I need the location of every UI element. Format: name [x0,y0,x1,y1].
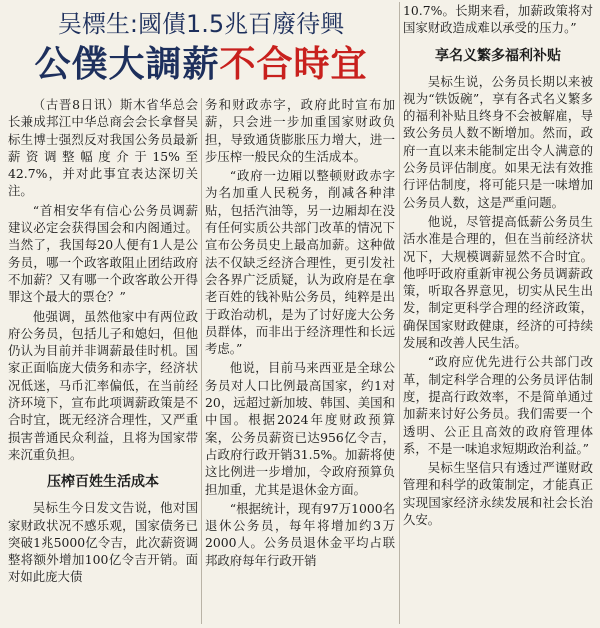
article-column-3 [403,2,593,626]
article-column-1 [8,96,198,626]
column-divider [201,98,202,624]
paragraph: “首相安华有信心公务员调薪建议必定会获得国会和内阁通过。当然了，我国每20人便有1人是公务员，哪一个政客敢阻止团结政府不加薪？又有哪一个政客敢公开得罪这个最大的票仓？” [8,202,198,305]
headline-block [8,2,394,94]
headline-kicker: 吴標生:國債1.5兆百廢待興 [57,10,345,38]
subheading: 压榨百姓生活成本 [47,474,159,491]
headline-main-red: 不合時宜 [219,44,368,85]
subheading: 享名义繁多福利补贴 [435,47,561,64]
paragraph: 吴标生坚信只有透过严谨财政管理和科学的政策制定，才能真正实现国家经济永续发展和社会长治久安。 [403,460,593,528]
paragraph: 10.7%。长期来看，加薪政策将对国家财政造成难以承受的压力。” [403,3,593,36]
paragraph: 他强调，虽然他家中有两位政府公务员，包括儿子和媳妇，但他仍认为目前并非调薪最佳时机。国家正面临庞大债务和赤字，经济状况低迷，马币汇率偏低，在当前经济环境下，宣布此项调薪政策是不合时宜，既无经济合理性，又严重损害普通民众利益，且将为国家带来沉重负担。 [8,308,198,462]
paragraph: 务和财政赤字，政府此时宣布加薪，只会进一步加重国家财政负担，导致通货膨胀压力增大，进一步压榨一般民众的生活成本。 [205,97,395,164]
paragraph: 他说，目前马来西亚是全球公务员对人口比例最高国家，约1对20，远超过新加坡、韩国、美国和中国。根据2024年度财政预算案，公务员薪资已达956亿令吉，占政府行政开销31.5%。加薪将使这比例进一步增加，令政府预算负担加重，尤其是退休金方面。 [205,360,395,497]
paragraph: 他说，尽管提高低薪公务员生活水准是合理的，但在当前经济状况下，大规模调薪显然不合时宜。他呼吁政府重新审视公务员调薪政策，听取各界意见，切实从民生出发，制定更科学合理的经济政策，确保国家财政健康，经济的可持续发展和改善人民生活。 [403,213,593,351]
article-column-2 [205,96,395,626]
column-divider [399,2,400,624]
paragraph: 吴标生今日发文告说，他对国家财政状况不感乐观，国家债务已突破1兆5000亿令吉，此次薪资调整将额外增加100亿令吉开销。面对如此庞大债 [8,500,198,585]
paragraph: “政府应优先进行公共部门改革，制定科学合理的公务员评估制度，提高行政效率，不是简单通过加薪来讨好公务员。我们需要一个透明、公正且高效的政府管理体系，不是一味追求短期政治利益。” [403,354,593,456]
paragraph: “政府一边厢以整顿财政赤字为名加重人民税务，削减各种津贴，包括汽油等，另一边厢却在没有任何实质公共部门改革的情况下宣布公务员史上最高加薪。这种做法不仅缺乏经济合理性，更引发社会各界广泛质疑，认为政府是在拿老百姓的钱补贴公务员，纯粹是出于政治动机，是为了讨好庞大公务员群体，而非出于经济理性和长远考虑。” [205,168,395,357]
paragraph: （古晋8日讯）斯木省华总会长兼成邦江中华总商会会长拿督吴标生博士强烈反对我国公务员最新薪资调整幅度介于15%至42.7%，并对此事宜表达深切关注。 [8,97,198,199]
paragraph: 吴标生说，公务员长期以来被视为“铁饭碗”，享有各式名义繁多的福利补贴且终身不会被解雇，导致公务员人数不断增加。然而，政府一直以来未能制定出令人满意的公务员评估制度。如果无法有效推行评估制度，将可能只是一味增加公务员人数，这是严重问题。 [403,73,593,210]
headline-main-blue: 公僕大調薪 [34,44,220,85]
paragraph: “根据统计，现有97万1000名退休公务员，每年将增加约3万2000人。公务员退休金平均占联邦政府每年行政开销 [205,500,395,568]
headline-main [8,42,394,88]
